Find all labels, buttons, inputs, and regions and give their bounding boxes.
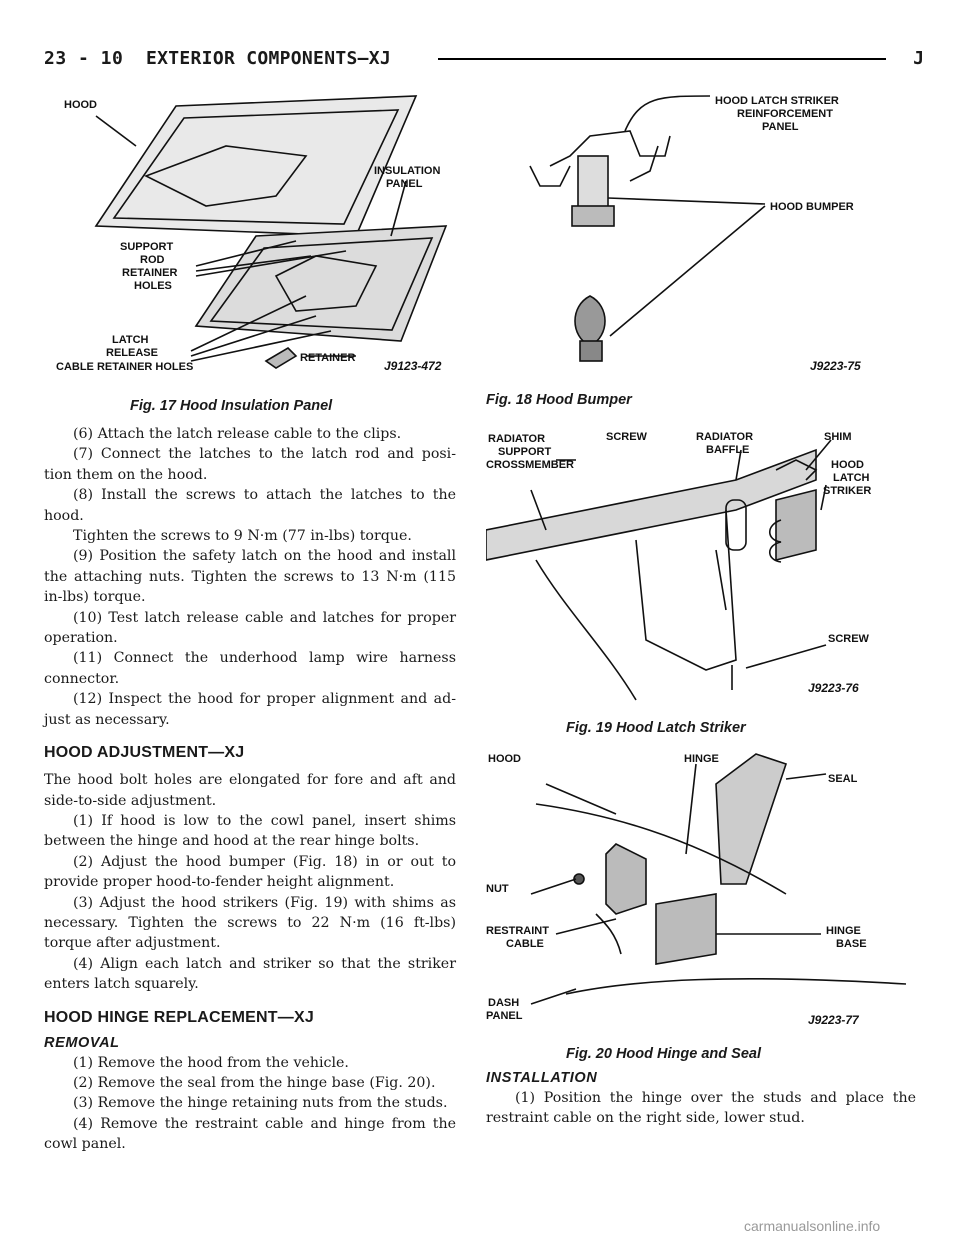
fig18-code: J9223-75: [810, 359, 861, 373]
fig17-label-hood: HOOD: [64, 99, 97, 111]
fig20-label-restraint-1: RESTRAINT: [486, 925, 549, 937]
step-9: (9) Position the safety latch on the hood and install the attaching nuts. Tighten the screws to 13 N·m (115 in-lbs) torque.: [44, 548, 456, 606]
fig17-code: J9123-472: [384, 359, 442, 373]
left-column-text: [44, 424, 456, 1155]
removal-step-1: (1) Remove the hood from the vehicle.: [73, 1054, 349, 1071]
heading-hood-adjustment: HOOD ADJUSTMENT—XJ: [44, 744, 245, 762]
fig20-label-hinge-base-1: HINGE: [826, 925, 861, 937]
fig17-caption: Fig. 17 Hood Insulation Panel: [130, 398, 333, 414]
fig19-label-baffle-2: BAFFLE: [706, 444, 750, 456]
fig17-label-insulation-1: INSULATION: [374, 165, 441, 177]
adjustment-intro: The hood bolt holes are elongated for fore and aft and side-to-side adjustment.: [44, 772, 456, 809]
fig19-label-striker-1: HOOD: [831, 459, 864, 471]
fig20-label-hinge: HINGE: [684, 753, 719, 765]
watermark: carmanualsonline.info: [744, 1218, 881, 1234]
page-number: 23 - 10: [44, 48, 124, 69]
adjustment-step-4: (4) Align each latch and striker so that the striker enters latch squarely.: [44, 955, 456, 993]
fig19-label-radiator-2: SUPPORT: [498, 446, 552, 458]
adjustment-step-3: (3) Adjust the hood strikers (Fig. 19) with shims as necessary. Tighten the screws to 22 N·m (16 ft-lbs) torque after adjustment.: [44, 894, 456, 952]
section-title: EXTERIOR COMPONENTS—XJ: [146, 48, 392, 69]
fig19-label-baffle-1: RADIATOR: [696, 431, 754, 443]
fig20-label-dash-2: PANEL: [486, 1010, 523, 1022]
adjustment-step-1: (1) If hood is low to the cowl panel, insert shims between the hinge and hood at the rear hinge bolts.: [44, 812, 456, 850]
fig20-code: J9223-77: [808, 1013, 859, 1027]
step-6: (6) Attach the latch release cable to the clips.: [73, 426, 402, 442]
step-7: (7) Connect the latches to the latch rod and posi- tion them on the hood.: [44, 446, 456, 483]
removal-step-4: (4) Remove the restraint cable and hinge from the cowl panel.: [44, 1115, 456, 1153]
fig18-caption: Fig. 18 Hood Bumper: [486, 392, 632, 408]
fig18-illustration: [500, 86, 920, 386]
installation-step-1: (1) Position the hinge over the studs and place the restraint cable on the right side, lower stud.: [486, 1090, 916, 1127]
step-8: (8) Install the screws to attach the latches to the hood.: [44, 487, 456, 524]
page-header: [44, 48, 924, 74]
fig17-label-latch-2: RELEASE: [106, 347, 158, 359]
fig18-label-striker-1: HOOD LATCH STRIKER: [715, 95, 839, 107]
fig20-label-hinge-base-2: BASE: [836, 938, 867, 950]
fig20-caption: Fig. 20 Hood Hinge and Seal: [566, 1046, 761, 1062]
fig19-label-radiator-1: RADIATOR: [488, 433, 546, 445]
removal-step-3: (3) Remove the hinge retaining nuts from the studs.: [73, 1095, 448, 1112]
section-letter: J: [913, 48, 924, 69]
fig19-label-striker-3: STRIKER: [823, 485, 872, 497]
fig19-label-striker-2: LATCH: [833, 472, 870, 484]
fig20-illustration: [486, 744, 916, 1036]
fig19-caption: Fig. 19 Hood Latch Striker: [566, 720, 746, 736]
fig20-label-dash-1: DASH: [488, 997, 520, 1009]
fig19-label-screw: SCREW: [606, 431, 647, 443]
heading-removal: REMOVAL: [44, 1034, 120, 1051]
step-8-torque: Tighten the screws to 9 N·m (77 in-lbs) torque.: [73, 528, 412, 545]
fig19-illustration: [486, 420, 916, 712]
fig17-label-latch-3: CABLE RETAINER HOLES: [56, 361, 194, 373]
heading-hinge-replacement: HOOD HINGE REPLACEMENT—XJ: [44, 1008, 314, 1026]
removal-step-2: (2) Remove the seal from the hinge base (Fig. 20).: [73, 1074, 436, 1091]
fig18-label-striker-2: REINFORCEMENT: [737, 108, 833, 120]
fig17-label-insulation-2: PANEL: [386, 178, 423, 190]
fig17-label-support-4: HOLES: [134, 280, 172, 292]
adjustment-step-2: (2) Adjust the hood bumper (Fig. 18) in or out to provide proper hood-to-fender height alignment.: [44, 853, 456, 891]
header-rule: [438, 58, 886, 60]
fig20-label-nut: NUT: [486, 883, 509, 895]
fig17-label-support-3: RETAINER: [122, 267, 178, 279]
fig17-label-support-1: SUPPORT: [120, 241, 174, 253]
step-11: (11) Connect the underhood lamp wire harness connector.: [44, 650, 456, 687]
fig20-label-hood: HOOD: [488, 753, 521, 765]
fig19-label-screw2: SCREW: [828, 633, 869, 645]
fig17-label-support-2: ROD: [140, 254, 165, 266]
right-column-text: [486, 1070, 916, 1129]
fig17-label-retainer: RETAINER: [300, 352, 356, 364]
fig17-label-latch-1: LATCH: [112, 334, 149, 346]
fig18-label-striker-3: PANEL: [762, 121, 799, 133]
fig18-label-bumper: HOOD BUMPER: [770, 201, 854, 213]
heading-installation: INSTALLATION: [486, 1070, 598, 1086]
step-12: (12) Inspect the hood for proper alignment and ad- just as necessary.: [44, 691, 456, 728]
step-10: (10) Test latch release cable and latches for proper operation.: [44, 609, 456, 647]
fig19-label-shim: SHIM: [824, 431, 852, 443]
fig19-label-radiator-3: CROSSMEMBER: [486, 459, 575, 471]
fig20-label-seal: SEAL: [828, 773, 858, 785]
fig20-label-restraint-2: CABLE: [506, 938, 544, 950]
fig17-illustration: [56, 86, 486, 381]
fig19-code: J9223-76: [808, 681, 859, 695]
